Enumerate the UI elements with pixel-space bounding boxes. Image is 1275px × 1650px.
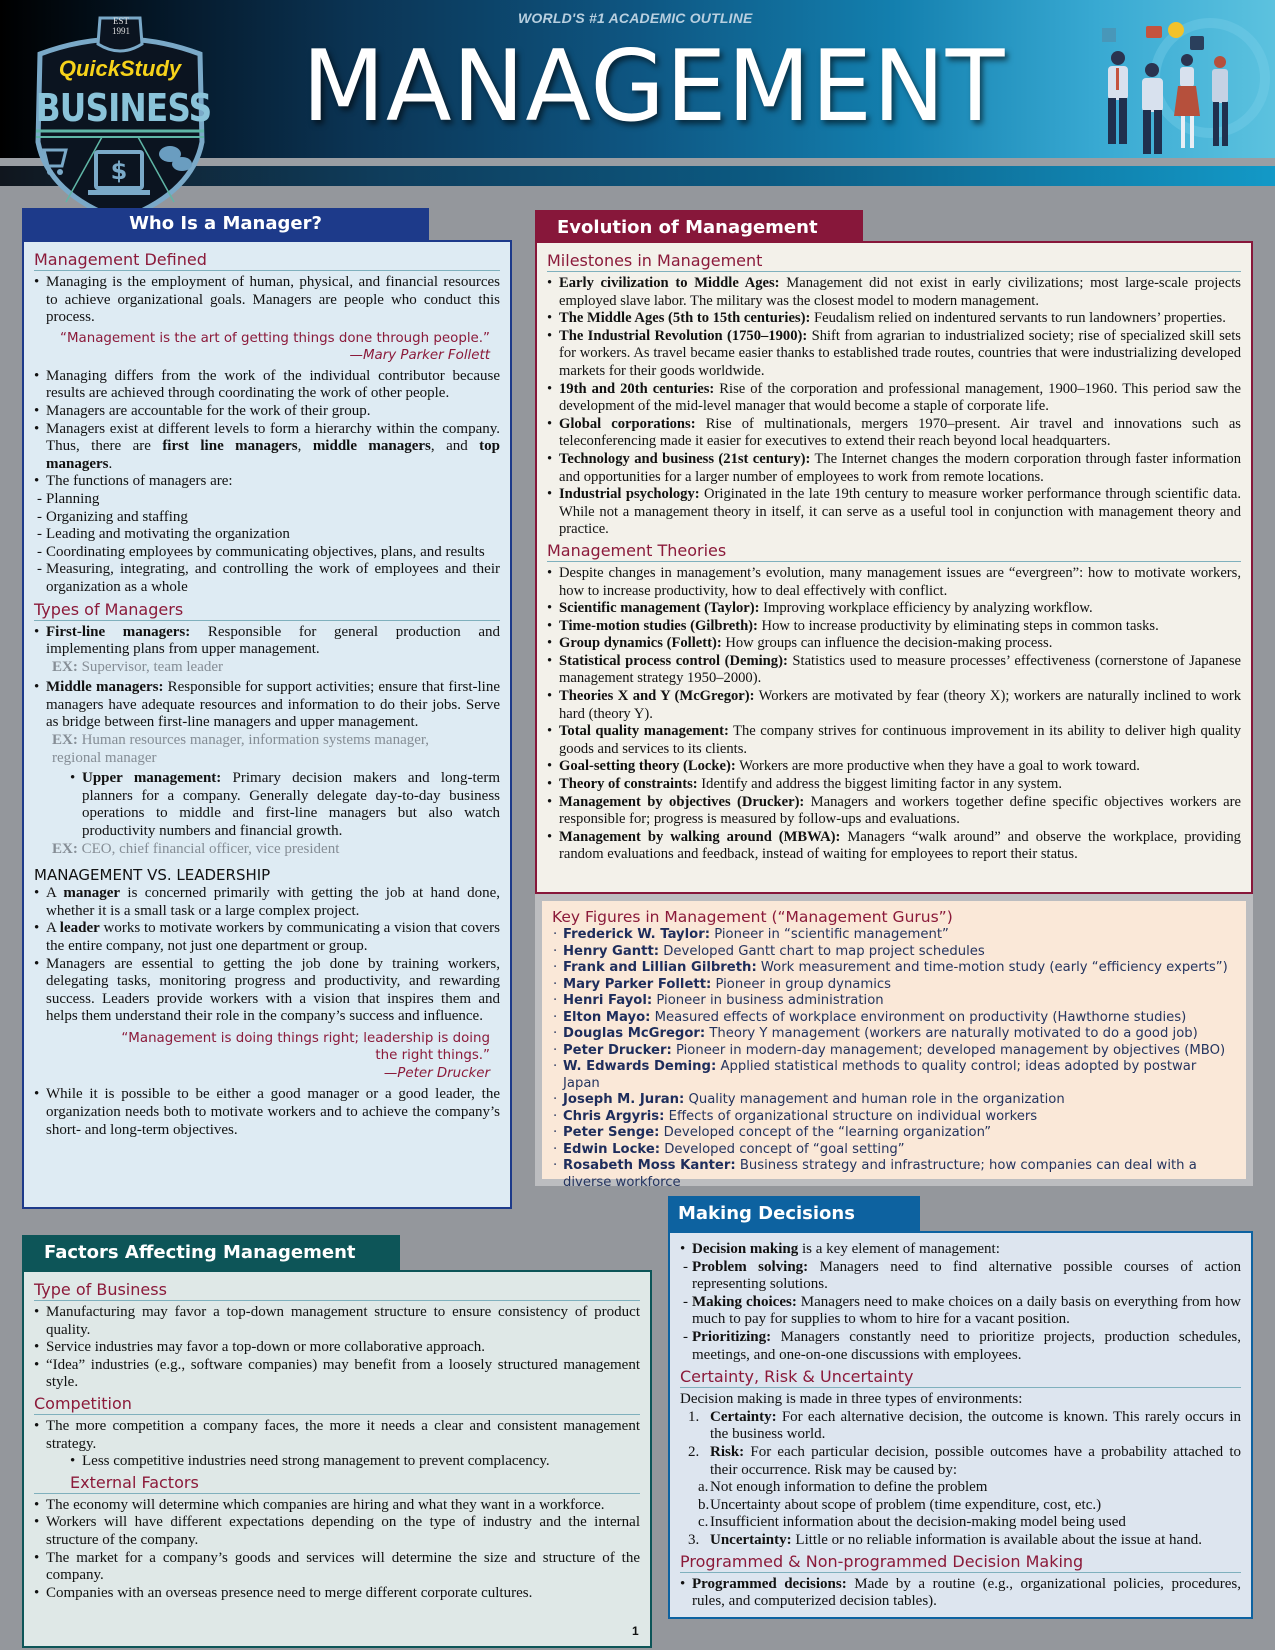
text: Little or no reliable information is available about the issue at hand. <box>791 1531 1202 1548</box>
example-first-line <box>34 659 500 677</box>
evolution-panel <box>535 241 1253 894</box>
competition-list <box>34 1418 640 1453</box>
guru-item <box>552 977 1236 994</box>
term: First-line managers: <box>46 623 191 640</box>
guru-item <box>552 993 1236 1010</box>
ex-label: EX: <box>52 658 78 675</box>
term: first line managers <box>162 438 298 455</box>
list-item: • Companies with an overseas presence need to merge different corporate cultures. <box>34 1585 640 1603</box>
heading-management-vs-leadership: MANAGEMENT VS. LEADERSHIP <box>34 866 271 885</box>
guru-item <box>552 960 1236 977</box>
term: Uncertainty: <box>710 1531 792 1548</box>
cru-item <box>680 1444 1241 1479</box>
guru-desc: Pioneer in business administration <box>652 993 884 1008</box>
text: Identify and address the biggest limiting factor in any system. <box>697 776 1062 793</box>
established-badge <box>106 16 136 36</box>
list-item <box>547 618 1241 636</box>
programmed-list <box>680 1576 1241 1611</box>
heading-competition: Competition <box>34 1394 640 1415</box>
ex-text: Human resources manager, information systems manager, regional manager <box>52 732 430 766</box>
cru-item <box>680 1532 1241 1550</box>
text: Managers exist at different levels to form a hierarchy within the company. Thus, there are <box>46 420 500 455</box>
guru-desc: Work measurement and time-motion study (early “efficiency experts”) <box>756 960 1228 975</box>
list-item <box>34 421 500 474</box>
list-item: • Manufacturing may favor a top-down management structure to ensure consistency of product quality. <box>34 1304 640 1339</box>
function-item: - Organizing and staffing <box>34 509 500 527</box>
term: 19th and 20th centuries: <box>559 380 715 397</box>
management-defined-list <box>34 274 500 327</box>
heading-external-factors: External Factors <box>34 1473 640 1494</box>
quote-follett: “Management is the art of getting things done through people.” <box>60 330 490 346</box>
text: Originated in the late 19th century to measure worker performance through scientific data. While not a management theory in itself, it can serve as a useful tool in conjunction with management theory and practice. <box>559 486 1241 538</box>
guru-item <box>552 1010 1236 1027</box>
text: , and <box>430 438 480 455</box>
list-item <box>547 381 1241 416</box>
quote-author-follett: —Mary Parker Follett <box>349 348 490 364</box>
list-item <box>547 758 1241 776</box>
text: Statistics used to measure processes’ effectiveness (cornerstone of Japanese management strategy 1950–2000). <box>559 652 1241 687</box>
guru-item <box>552 1158 1236 1191</box>
guru-name: Henri Fayol: <box>563 993 653 1008</box>
list-item: • Managing differs from the work of the individual contributor because results are achieved through coordinating the work of other people. <box>34 368 500 403</box>
text: Managers and workers together define specific objectives workers are responsible for; progress is measured by follow-ups and evaluations. <box>559 793 1241 828</box>
list-item <box>34 920 500 955</box>
guru-desc: Developed concept of “goal setting” <box>660 1141 905 1157</box>
decision-intro-list <box>680 1241 1241 1259</box>
term: The Industrial Revolution (1750–1900): <box>559 327 808 344</box>
text: For each particular decision, possible outcomes have a probability attached to their occurrence. Risk may be caused by: <box>710 1443 1241 1478</box>
text: Managers need to make choices on a daily basis on everything from how much to pay for supplies to whom to hire for a vacant position. <box>692 1293 1241 1328</box>
guru-name: Peter Drucker: <box>563 1042 672 1058</box>
guru-desc: Developed concept of the “learning organization” <box>659 1125 992 1140</box>
list-item <box>34 624 500 659</box>
guru-desc: Quality management and human role in the organization <box>684 1092 1065 1107</box>
list-item: • The more competition a company faces, the more it needs a clear and consistent management strategy. <box>34 1418 640 1453</box>
guru-name: Rosabeth Moss Kanter: <box>563 1158 736 1173</box>
guru-desc: Applied statistical methods to quality control; ideas adopted by postwar Japan <box>563 1059 1197 1091</box>
term: Industrial psychology: <box>559 486 700 503</box>
text: A <box>46 885 64 902</box>
guru-item <box>552 1142 1236 1159</box>
term: Middle managers: <box>46 679 164 696</box>
list-item: • The economy will determine which companies are hiring and what they want in a workforce. <box>34 1497 640 1515</box>
heading-key-figures: Key Figures in Management (“Management Gurus”) <box>552 908 953 926</box>
term: Goal-setting theory (Locke): <box>559 758 736 775</box>
cru-intro: Decision making is made in three types of environments: <box>680 1391 1023 1408</box>
list-item <box>547 486 1241 539</box>
ex-text: Supervisor, team leader <box>77 658 224 675</box>
guru-desc: Developed Gantt chart to map project schedules <box>659 943 985 959</box>
text: Managers “walk around” and observe the workplace, providing random evaluations and feedback, instead of waiting for employees to report their status. <box>559 828 1241 863</box>
function-item: - Planning <box>34 491 500 509</box>
text: Insufficient information about the decision-making model being used <box>710 1514 1126 1531</box>
term: Global corporations: <box>559 415 696 432</box>
item-number: 1. <box>688 1408 700 1425</box>
text: . <box>108 455 113 472</box>
guru-name: Elton Mayo: <box>563 1009 651 1025</box>
risk-cause-item <box>680 1497 1241 1515</box>
term: manager <box>63 885 121 902</box>
term: Upper management: <box>82 770 222 787</box>
vs-list-2 <box>34 1086 500 1139</box>
guru-item <box>552 1092 1236 1109</box>
list-item <box>680 1576 1241 1611</box>
function-item: - Measuring, integrating, and controlling the work of employees and their organization as a whole <box>34 561 500 596</box>
section-tab-evolution: Evolution of Management <box>535 210 863 246</box>
guru-item <box>552 1043 1236 1060</box>
text: Shift from agrarian to industrialized society; rise of specialized skill sets for workers. As travel became easier thanks to established trade routes, countries that were industrializing developed markets for their goods worldwide. <box>559 327 1241 379</box>
competition-sublist <box>34 1453 640 1471</box>
risk-cause-item <box>680 1514 1241 1532</box>
est-label: EST <box>112 16 129 26</box>
guru-desc: Theory Y management (workers are naturally motivated to do a good job) <box>705 1026 1198 1041</box>
example-middle <box>34 732 500 767</box>
list-item <box>547 688 1241 723</box>
who-is-a-manager-panel <box>22 240 512 1209</box>
guru-name: Joseph M. Juran: <box>563 1092 685 1107</box>
text: Responsible for general production and implementing plans from upper management. <box>46 623 500 658</box>
list-item <box>34 679 500 732</box>
guru-name: Henry Gantt: <box>563 943 660 959</box>
guru-name: Chris Argyris: <box>563 1108 665 1124</box>
term: Theories X and Y (McGregor): <box>559 688 755 705</box>
page-title: MANAGEMENT <box>302 30 1006 144</box>
quote-drucker-line2: the right things.” <box>375 1048 490 1064</box>
term: top managers <box>46 438 500 472</box>
decision-sub-item <box>680 1294 1241 1329</box>
term: The Middle Ages (5th to 15th centuries): <box>559 310 811 327</box>
term: Programmed decisions: <box>692 1575 847 1592</box>
decision-sub-item <box>680 1329 1241 1364</box>
team-illustration-icon <box>1090 18 1270 160</box>
functions-list <box>34 491 500 597</box>
type-of-business-list <box>34 1304 640 1392</box>
types-list-2 <box>34 679 500 732</box>
heading-management-theories: Management Theories <box>547 541 1241 562</box>
item-number: 3. <box>688 1531 700 1548</box>
item-letter: b. <box>698 1496 710 1513</box>
text: Made by a routine (e.g., organizational policies, procedures, rules, and computerized decision tables). <box>692 1575 1241 1610</box>
guru-item <box>552 1109 1236 1126</box>
term: Technology and business (21st century): <box>559 450 811 467</box>
quote-drucker-line1: “Management is doing things right; leadership is doing <box>121 1030 490 1046</box>
guru-name: W. Edwards Deming: <box>563 1059 717 1074</box>
section-tab-factors: Factors Affecting Management <box>22 1235 400 1271</box>
est-year: 1991 <box>112 26 130 36</box>
guru-desc: Effects of organizational structure on individual workers <box>664 1108 1038 1124</box>
text: A <box>46 920 60 937</box>
tagline: WORLD'S #1 ACADEMIC OUTLINE <box>518 10 753 26</box>
text: Managers constantly need to prioritize projects, production schedules, meetings, and one-on-one discussions with employees. <box>692 1328 1241 1363</box>
list-item <box>547 776 1241 794</box>
guru-desc: Pioneer in modern-day management; developed management by objectives (MBO) <box>671 1042 1226 1058</box>
item-letter: c. <box>698 1514 709 1531</box>
list-item <box>547 794 1241 829</box>
list-item <box>547 723 1241 758</box>
list-item: • Workers will have different expectations depending on the type of industry and the internal structure of the company. <box>34 1514 640 1549</box>
list-item <box>547 416 1241 451</box>
function-item: - Leading and motivating the organization <box>34 526 500 544</box>
heading-milestones: Milestones in Management <box>547 251 1241 272</box>
decision-sub-item <box>680 1259 1241 1294</box>
text: How to increase productivity by eliminating steps in common tasks. <box>757 617 1159 634</box>
guru-item <box>552 1059 1236 1092</box>
types-list-3 <box>34 770 500 840</box>
text: How groups can influence the decision-making process. <box>721 635 1053 652</box>
list-item: • Managers are essential to getting the job done by training workers, delegating tasks, monitoring progress and productivity, and rewarding success. Leaders provide workers with a vision that inspires them and helps them understand their role in the company’s success and influence. <box>34 956 500 1026</box>
guru-desc: Pioneer in “scientific management” <box>710 927 949 942</box>
guru-name: Peter Senge: <box>563 1125 660 1140</box>
list-item <box>547 328 1241 381</box>
heading-management-defined: Management Defined <box>34 250 500 271</box>
text: Workers are more productive when they have a goal to work toward. <box>735 758 1140 775</box>
term: Making choices: <box>692 1293 797 1310</box>
ex-label: EX: <box>52 840 78 857</box>
list-item <box>547 635 1241 653</box>
guru-name: Frank and Lillian Gilbreth: <box>563 960 757 975</box>
text: Feudalism relied on indentured servants to run landowners’ properties. <box>810 310 1226 327</box>
heading-types-of-managers: Types of Managers <box>34 600 500 621</box>
term: Prioritizing: <box>692 1328 772 1345</box>
heading-programmed-decisions: Programmed & Non-programmed Decision Making <box>680 1552 1241 1573</box>
external-factors-list <box>34 1497 640 1603</box>
guru-desc: Business strategy and infrastructure; how companies can deal with a diverse workforce <box>563 1158 1197 1190</box>
term: Statistical process control (Deming): <box>559 652 788 669</box>
text: is concerned primarily with getting the job at hand done, whether it is a small task or a large complex project. <box>46 885 500 919</box>
term: Total quality management: <box>559 723 729 740</box>
theories-list <box>547 565 1241 864</box>
text: Uncertainty about scope of problem (time expenditure, cost, etc.) <box>710 1496 1102 1513</box>
guru-item <box>552 1026 1236 1043</box>
heading-certainty-risk-uncertainty: Certainty, Risk & Uncertainty <box>680 1367 1241 1388</box>
item-letter: a. <box>698 1479 709 1496</box>
guru-item <box>552 927 1236 944</box>
guru-name: Mary Parker Follett: <box>563 976 712 992</box>
text: Management did not exist in early civilizations; most large-scale projects employed slave labor. The military was the closest model to modern management. <box>559 275 1241 309</box>
list-item: • The market for a company’s goods and services will determine the size and structure of the company. <box>34 1550 640 1585</box>
list-item: • Managing is the employment of human, physical, and financial resources to achieve organizational goals. Managers are people who conduct this process. <box>34 274 500 327</box>
term: Early civilization to Middle Ages: <box>559 275 780 291</box>
term: Group dynamics (Follett): <box>559 635 722 652</box>
guru-desc: Measured effects of workplace environment on productivity (Hawthorne studies) <box>650 1009 1187 1025</box>
brand-subject: BUSINESS <box>35 86 212 130</box>
text: Managers need to find alternative possible courses of action representing solutions. <box>692 1258 1241 1293</box>
list-item <box>34 885 500 920</box>
list-item <box>70 770 500 840</box>
making-decisions-panel <box>668 1231 1253 1619</box>
term: Scientific management (Taylor): <box>559 600 760 617</box>
list-item: • While it is possible to be either a good manager or a good leader, the organization needs both to motivate workers and to achieve the company’s short- and long-term objectives. <box>34 1086 500 1139</box>
term: Risk: <box>710 1443 745 1460</box>
list-item <box>547 829 1241 864</box>
types-list <box>34 624 500 659</box>
list-item: • “Idea” industries (e.g., software companies) may benefit from a loosely structured management style. <box>34 1357 640 1392</box>
text: Primary decision makers and long-term planners for a company. Generally delegate day-to-day business operations to middle and first-line managers but also watch productivity numbers and financial growth. <box>82 770 500 840</box>
text: The Internet changes the modern corporation through faster information and opportunities for a larger number of employees to work from remote locations. <box>559 450 1241 485</box>
ex-label: EX: <box>52 732 78 749</box>
term: middle managers <box>312 438 431 455</box>
text: Rise of multinationals, mergers 1970–present. Air travel and innovations such as teleconferencing made it easier for executives to extend their reach beyond local headquarters. <box>559 415 1241 450</box>
term: Certainty: <box>710 1408 777 1425</box>
text: Not enough information to define the problem <box>710 1479 988 1496</box>
guru-desc: Pioneer in group dynamics <box>711 976 892 992</box>
list-item <box>547 275 1241 310</box>
term: Management by walking around (MBWA): <box>559 828 841 845</box>
management-defined-list-2 <box>34 368 500 491</box>
list-item: • Despite changes in management’s evolution, many management issues are “evergreen”: how to motivate workers, how to increase productivity, how to deal effectively with conflict. <box>547 565 1241 600</box>
guru-name: Frederick W. Taylor: <box>563 927 711 942</box>
list-item <box>680 1241 1241 1259</box>
text: The company strives for continuous improvement in its ability to deliver high quality goods and services to its clients. <box>559 723 1241 757</box>
term: Management by objectives (Drucker): <box>559 793 805 810</box>
text: Improving workplace efficiency by analyzing workflow. <box>759 600 1093 617</box>
section-tab-who-is-a-manager: Who Is a Manager? <box>22 208 429 242</box>
text: , <box>297 438 313 455</box>
guru-item <box>552 944 1236 961</box>
text: Rise of the corporation and professional management, 1900–1960. This period saw the development of the mid-level manager that would become a staple of corporate life. <box>559 380 1241 415</box>
text: is a key element of management: <box>798 1241 1000 1257</box>
function-item: - Coordinating employees by communicating objectives, plans, and results <box>34 544 500 562</box>
term: Problem solving: <box>692 1258 809 1275</box>
key-figures-box <box>542 901 1246 1190</box>
term: leader <box>59 920 100 937</box>
guru-name: Douglas McGregor: <box>563 1026 706 1041</box>
list-item: • Service industries may favor a top-down or more collaborative approach. <box>34 1339 640 1357</box>
term: Decision making <box>692 1241 799 1257</box>
text: For each alternative decision, the outcome is known. This rarely occurs in the business world. <box>710 1408 1241 1443</box>
term: Time-motion studies (Gilbreth): <box>559 617 758 634</box>
text: works to motivate workers by communicating a vision that covers the entire company, not just one department or group. <box>46 920 500 954</box>
text: Workers are motivated by fear (theory X); workers are naturally inclined to work hard (theory Y). <box>559 688 1241 722</box>
risk-cause-item <box>680 1479 1241 1497</box>
brand-name: QuickStudy <box>58 56 182 81</box>
svg-text:$: $ <box>110 157 128 185</box>
ex-text: CEO, chief financial officer, vice president <box>77 840 340 857</box>
list-item <box>547 310 1241 328</box>
quickstudy-logo <box>22 14 218 224</box>
page-number: 1 <box>632 1624 639 1638</box>
list-item: • Managers are accountable for the work of their group. <box>34 403 500 421</box>
example-upper <box>34 841 500 859</box>
list-item <box>547 653 1241 688</box>
list-item: • Less competitive industries need strong management to prevent complacency. <box>70 1453 640 1471</box>
text: Responsible for support activities; ensure that first-line managers have adequate resources and information to do their jobs. Serve as bridge between first-line managers and upper management. <box>46 679 500 731</box>
item-number: 2. <box>688 1443 700 1460</box>
section-tab-making-decisions: Making Decisions <box>668 1196 920 1232</box>
vs-list <box>34 885 500 1026</box>
cru-item <box>680 1409 1241 1444</box>
heading-type-of-business: Type of Business <box>34 1280 640 1301</box>
guru-name: Edwin Locke: <box>563 1141 661 1157</box>
term: Theory of constraints: <box>559 776 698 793</box>
factors-panel <box>22 1270 652 1648</box>
list-item <box>547 451 1241 486</box>
list-item: • The functions of managers are: <box>34 473 500 491</box>
list-item <box>547 600 1241 618</box>
quote-author-drucker: —Peter Drucker <box>383 1065 490 1081</box>
key-figures-panel <box>535 894 1253 1190</box>
guru-item <box>552 1125 1236 1142</box>
milestones-list <box>547 275 1241 539</box>
